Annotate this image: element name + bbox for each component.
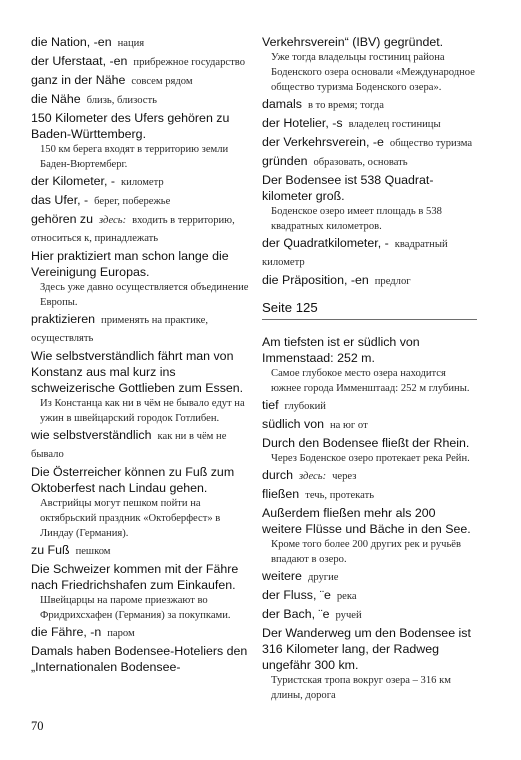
russian-translation: нация [117,38,145,49]
russian-translation: входить в территорию, относиться к, принадлежать [31,215,235,244]
german-term: gründen [262,154,308,168]
vocab-entry [31,72,255,90]
vocab-entry [262,416,477,434]
german-term: das Ufer, - [31,193,89,207]
russian-translation: прибрежное государство [133,57,245,68]
vocab-entry [262,334,477,396]
russian-translation: 150 км берега входят в территорию земли Баден-Вюртемберг. [40,144,229,170]
german-term: praktizieren [31,312,96,326]
vocab-entry [262,606,477,624]
german-term: die Nation, -en [31,35,112,49]
vocab-entry [31,643,255,675]
german-term: Hier praktiziert man schon lange die Vereinigung Europas. [31,249,229,279]
russian-translation: Швейцарцы на пароме приезжают во Фридрихсхафен (Германия) за покупками. [40,595,231,621]
usage-note: здесь: [299,471,327,482]
vocab-entry [31,34,255,52]
russian-translation: Кроме того более 200 других рек и ручьёв впадают в озеро. [271,539,461,565]
german-term: tief [262,398,279,412]
vocab-entry [31,211,255,247]
usage-note: здесь: [99,215,127,226]
russian-translation: применять на практике, осуществлять [31,315,208,344]
russian-translation: как ни в чём не бывало [31,431,227,460]
vocab-entry [31,542,255,560]
russian-translation: Туристская тропа вокруг озера – 316 км длины, дорога [271,675,451,701]
german-term: der Quadratkilometer, - [262,236,389,250]
russian-translation: на юг от [330,420,368,431]
russian-translation: через [332,471,357,482]
german-term: die Nähe [31,92,81,106]
german-term: der Kilometer, - [31,174,116,188]
german-term: die Präposition, -en [262,273,369,287]
german-term: der Fluss, ¨e [262,588,331,602]
vocab-entry [31,464,255,541]
russian-translation: пешком [75,546,111,557]
russian-translation: другие [307,572,339,583]
russian-translation: Уже тогда владельцы гостиниц района Боденского озера основали «Международное общество туризма Боденского озера». [271,52,475,93]
vocab-entry [31,348,255,426]
vocab-entry [31,53,255,71]
russian-translation: Через Боденское озеро протекает река Рейн. [271,453,470,464]
russian-translation: близь, близость [86,95,157,106]
russian-translation: общество туризма [389,138,473,149]
german-term: Der Bodensee ist 538 Quadrat-kilometer groß. [262,173,434,203]
german-term: gehören zu [31,212,94,226]
german-term: der Uferstaat, -en [31,54,128,68]
vocab-entry [262,568,477,586]
german-term: weitere [262,569,302,583]
vocab-entry [262,134,477,152]
russian-translation: совсем рядом [131,76,193,87]
german-term: Damals haben Bodensee-Hoteliers den „Internationalen Bodensee- [31,644,248,674]
german-term: fließen [262,487,300,501]
german-term: Außerdem fließen mehr als 200 weitere Flüsse und Bäche in den See. [262,506,471,536]
vocab-entry [262,467,477,485]
vocab-entry [262,397,477,415]
vocab-entry [262,235,477,271]
german-term: der Bach, ¨e [262,607,330,621]
russian-translation: километр [121,177,164,188]
russian-translation: глубокий [284,401,326,412]
vocab-entry [262,587,477,605]
vocab-entry [31,311,255,347]
russian-translation: течь, протекать [305,490,375,501]
page-number: 70 [31,719,44,733]
german-term: 150 Kilometer des Ufers gehören zu Baden-Württemberg. [31,111,230,141]
vocab-entry [262,505,477,567]
russian-translation: берег, побережье [94,196,171,207]
german-term: zu Fuß [31,543,70,557]
vocab-entry [262,435,477,466]
right-column-bottom [262,334,477,703]
russian-translation: ручей [335,610,362,621]
russian-translation: Боденское озеро имеет площадь в 538 квадратных километров. [271,206,442,232]
german-term: durch [262,468,293,482]
russian-translation: образовать, основать [313,157,408,168]
german-term: die Fähre, -n [31,625,102,639]
vocab-entry [262,486,477,504]
right-column-top [262,34,477,290]
german-term: Verkehrsverein“ (IBV) gegründet. [262,35,444,49]
russian-translation: квадратный километр [262,239,448,268]
german-term: Wie selbstverständlich fährt man von Konstanz aus mal kurz ins schweizerische Gottlieben zum Essen. [31,349,244,395]
german-term: damals [262,97,302,111]
russian-translation: Австрийцы могут пешком пойти на октябрьский праздник «Октоберфест» в Линдау (Германия). [40,498,221,539]
german-term: der Verkehrsverein, -e [262,135,384,149]
german-term: Der Wanderweg um den Bodensee ist 316 Kilometer lang, der Radweg ungefähr 300 km. [262,626,471,672]
russian-translation: в то время; тогда [307,100,384,111]
right-column [262,34,477,704]
vocab-entry [31,561,255,623]
left-column [31,34,255,676]
vocab-entry [31,110,255,172]
vocab-entry [31,91,255,109]
russian-translation: Самое глубокое место озера находится южнее города Имменштаад: 252 м глубины. [271,368,470,394]
german-term: ganz in der Nähe [31,73,126,87]
russian-translation: Из Констанца как ни в чём не бывало едут на ужин в швейцарский городок Готлибен. [40,398,245,424]
german-term: südlich von [262,417,324,431]
vocab-entry [31,248,255,310]
vocab-entry [31,427,255,463]
russian-translation: предлог [374,276,411,287]
russian-translation: Здесь уже давно осуществляется объединение Европы. [40,282,249,308]
vocab-entry [262,172,477,234]
vocab-entry [262,625,477,703]
russian-translation: владелец гостиницы [348,119,441,130]
vocab-entry [31,173,255,191]
vocab-entry [262,34,477,95]
german-term: Durch den Bodensee fließt der Rhein. [262,436,470,450]
russian-translation: река [336,591,357,602]
vocab-entry [262,115,477,133]
german-term: wie selbstverständlich [31,428,152,442]
russian-translation: паром [107,628,135,639]
vocab-entry [262,153,477,171]
german-term: Die Schweizer kommen mit der Fähre nach Friedrichshafen zum Einkaufen. [31,562,239,592]
vocab-entry [262,272,477,290]
vocab-entry [31,192,255,210]
vocab-entry [31,624,255,642]
vocab-entry [262,96,477,114]
german-term: Am tiefsten ist er südlich von Immenstaad: 252 m. [262,335,420,365]
german-term: Die Österreicher können zu Fuß zum Oktoberfest nach Lindau gehen. [31,465,235,495]
german-term: der Hotelier, -s [262,116,343,130]
section-title: Seite 125 [262,300,477,320]
